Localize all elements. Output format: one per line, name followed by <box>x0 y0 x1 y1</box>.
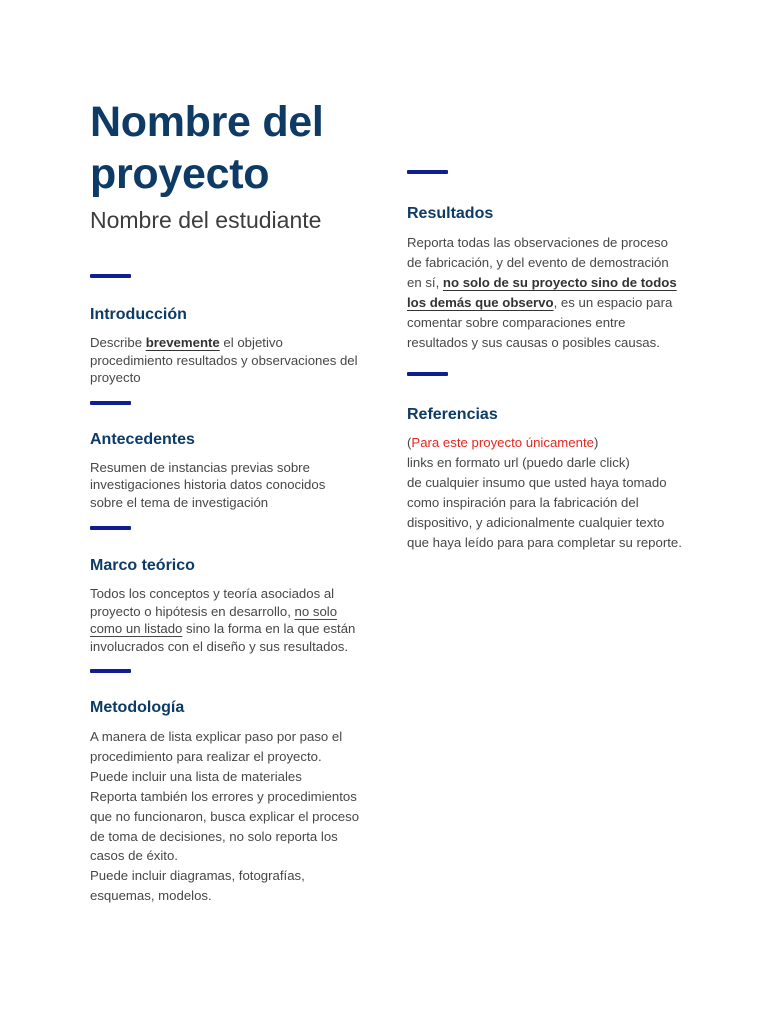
section-divider <box>90 401 131 405</box>
metodologia-line: Reporta también los errores y procedimientos que no funcionaron, busca explicar el proceso de toma de decisiones, no solo reporta los casos de éxito. <box>90 788 360 864</box>
referencias-line-1 <box>407 433 682 453</box>
section-divider <box>90 669 131 673</box>
metodologia-heading: Metodología <box>90 699 185 716</box>
project-title <box>90 96 360 200</box>
introduccion-text-post: el objetivo procedimiento resultados y observaciones del proyecto <box>90 335 358 385</box>
marco-text-post: sino la forma en la que están involucrados con el diseño y sus resultados. <box>90 621 356 654</box>
resultados-emphasis: no solo de su proyecto sino de todos los demás que observo <box>407 274 677 310</box>
section-divider <box>407 372 448 376</box>
metodologia-line: A manera de lista explicar paso por paso el procedimiento para realizar el proyecto. <box>90 729 343 764</box>
section-divider <box>407 170 448 174</box>
marco-heading: Marco teórico <box>90 557 195 574</box>
introduccion-text-pre: Describe <box>90 335 146 350</box>
resultados-text <box>407 233 682 352</box>
metodologia-text <box>90 727 360 906</box>
marco-text <box>90 585 360 655</box>
paren-close: ) <box>593 435 599 451</box>
marco-text-pre: Todos los conceptos y teoría asociados al proyecto o hipótesis en desarrollo, <box>90 586 335 619</box>
section-divider <box>90 526 131 530</box>
paren-open: ( <box>407 435 412 451</box>
introduccion-emphasis: brevemente <box>145 335 220 350</box>
project-title-line-1: Nombre del <box>90 98 324 146</box>
introduccion-text <box>90 334 360 387</box>
introduccion-heading: Introducción <box>90 306 187 323</box>
antecedentes-text: Resumen de instancias previas sobre investigaciones historia datos conocidos sobre el tema de investigación <box>90 459 326 510</box>
resultados-text-post: , es un espacio para comentar sobre comparaciones entre resultados y sus causas o posibles causas. <box>407 294 673 350</box>
student-name: Nombre del estudiante <box>90 207 322 233</box>
project-title-line-2: proyecto <box>90 150 270 198</box>
left-column <box>90 96 360 906</box>
antecedentes-heading: Antecedentes <box>90 430 195 448</box>
resultados-text-pre: Reporta todas las observaciones de proceso de fabricación, y del evento de demostración en sí, <box>407 235 669 290</box>
referencias-red-note: Para este proyecto únicamente <box>411 435 594 451</box>
metodologia-line: Puede incluir diagramas, fotografías, esquemas, modelos. <box>90 868 305 904</box>
section-divider <box>90 274 131 278</box>
referencias-text <box>407 433 682 552</box>
right-column <box>407 170 682 553</box>
referencias-line-3: de cualquier insumo que usted haya tomado como inspiración para la fabricación del dispositivo, y adicionalmente cualquier texto que haya leído para para completar su reporte. <box>407 475 682 550</box>
referencias-line-2: links en formato url (puedo darle click) <box>407 455 630 471</box>
marco-underlined: no solo como un listado <box>90 603 338 636</box>
metodologia-line: Puede incluir una lista de materiales <box>90 768 302 784</box>
referencias-heading: Referencias <box>407 406 498 424</box>
resultados-heading: Resultados <box>407 205 494 222</box>
